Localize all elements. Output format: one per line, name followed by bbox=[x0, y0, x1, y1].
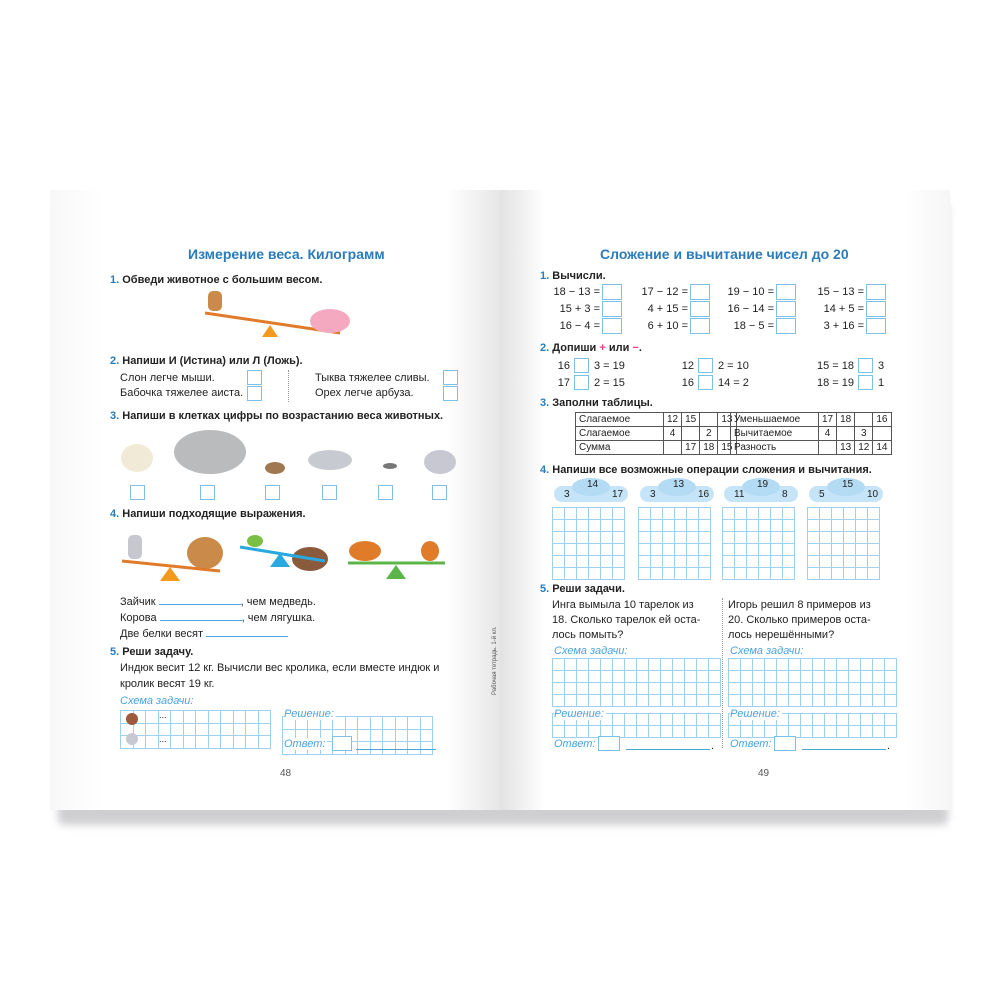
lamb-figure bbox=[121, 444, 153, 472]
problem-a bbox=[552, 598, 700, 643]
subtraction-table bbox=[730, 412, 892, 455]
table-cell: 14 bbox=[873, 441, 891, 455]
task-number: 3. bbox=[110, 410, 120, 422]
open-workbook bbox=[50, 190, 950, 820]
operator-box[interactable] bbox=[574, 375, 589, 390]
task-number: 1. bbox=[110, 274, 120, 286]
task-number: 1. bbox=[540, 270, 550, 282]
operator-box[interactable] bbox=[858, 358, 873, 373]
row-header: Уменьшаемое bbox=[731, 413, 819, 427]
answer-box[interactable] bbox=[866, 284, 886, 300]
task-number: 5. bbox=[540, 583, 550, 595]
rabbit-figure bbox=[128, 535, 142, 559]
order-box[interactable] bbox=[130, 485, 145, 500]
table-row bbox=[576, 427, 737, 441]
operation-right: 2 = 10 bbox=[718, 360, 749, 372]
number-cloud bbox=[636, 478, 718, 504]
statement-1: Слон легче мыши. bbox=[120, 372, 215, 384]
table-cell[interactable] bbox=[700, 413, 718, 427]
row-header: Вычитаемое bbox=[731, 427, 819, 441]
operation-left: 16 bbox=[557, 360, 570, 372]
task-5-heading bbox=[540, 583, 625, 595]
operator-box[interactable] bbox=[858, 375, 873, 390]
expression-line-3 bbox=[120, 628, 288, 640]
page-title-left: Измерение веса. Килограмм bbox=[188, 246, 385, 262]
cloud-part: 16 bbox=[698, 489, 710, 500]
equation-text: 15 + 3 = bbox=[559, 303, 600, 315]
answer-box[interactable] bbox=[866, 301, 886, 317]
frog-figure bbox=[247, 535, 263, 547]
cloud-part: 10 bbox=[867, 489, 879, 500]
problem-b-line: лось нерешёнными? bbox=[728, 629, 835, 641]
order-box[interactable] bbox=[200, 485, 215, 500]
answer-box[interactable] bbox=[598, 736, 620, 751]
answer-box[interactable] bbox=[602, 318, 622, 334]
problem-text-line-2: кролик весят 19 кг. bbox=[120, 678, 215, 690]
operation-right: 14 = 2 bbox=[718, 377, 749, 389]
equation-text: 3 + 16 = bbox=[823, 320, 864, 332]
expression-object: , чем лягушка. bbox=[241, 612, 316, 624]
row-header: Слагаемое bbox=[576, 427, 664, 441]
row-header: Разность bbox=[731, 441, 819, 455]
operation-right: 1 bbox=[878, 377, 885, 389]
answer-box[interactable] bbox=[690, 318, 710, 334]
table-cell: 12 bbox=[855, 441, 873, 455]
answer-period: . bbox=[887, 740, 891, 752]
task-5-heading bbox=[110, 646, 193, 658]
answer-label: Ответ: bbox=[554, 738, 596, 750]
squirrel-figure bbox=[421, 541, 439, 561]
cloud-sum: 19 bbox=[757, 479, 769, 490]
task-text: Вычисли. bbox=[552, 270, 606, 282]
column-divider bbox=[722, 598, 723, 748]
task-text: Напиши все возможные операции сложения и вычитания. bbox=[552, 464, 872, 476]
page-number-left: 48 bbox=[280, 768, 292, 779]
table-cell: 17 bbox=[819, 413, 837, 427]
equation-text: 16 − 4 = bbox=[559, 320, 600, 332]
cloud-part: 11 bbox=[734, 489, 745, 500]
balance-illustrations bbox=[120, 525, 460, 587]
solution-label: Решение: bbox=[554, 708, 604, 720]
task-4-heading bbox=[110, 508, 306, 520]
problem-a-line: лось помыть? bbox=[552, 629, 624, 641]
cloud-part: 3 bbox=[650, 489, 656, 500]
cloud-sum: 13 bbox=[673, 479, 685, 490]
order-box[interactable] bbox=[322, 485, 337, 500]
operator-box[interactable] bbox=[574, 358, 589, 373]
answer-box[interactable] bbox=[776, 318, 796, 334]
table-cell: 3 bbox=[855, 427, 873, 441]
task-period: . bbox=[638, 342, 642, 354]
bear-figure bbox=[187, 537, 223, 569]
table-cell: 15 bbox=[682, 413, 700, 427]
task-text: Допиши bbox=[552, 342, 597, 354]
task-2-heading bbox=[540, 342, 642, 354]
table-cell: 12 bbox=[664, 413, 682, 427]
operation-right: 3 = 19 bbox=[594, 360, 625, 372]
blank-line[interactable] bbox=[160, 612, 242, 621]
solution-label: Решение: bbox=[730, 708, 780, 720]
page-title-right: Сложение и вычитание чисел до 20 bbox=[600, 246, 849, 262]
pig-figure bbox=[310, 309, 350, 333]
expression-subject: Две белки весят bbox=[120, 628, 204, 640]
table-cell: 18 bbox=[837, 413, 855, 427]
problem-b-line: Игорь решил 8 примеров из bbox=[728, 599, 871, 611]
table-cell: 13 bbox=[837, 441, 855, 455]
task-text: Напиши подходящие выражения. bbox=[122, 508, 306, 520]
answer-box[interactable] bbox=[690, 301, 710, 317]
table-cell[interactable] bbox=[664, 441, 682, 455]
row-header: Сумма bbox=[576, 441, 664, 455]
elephant-figure bbox=[174, 430, 246, 474]
table-cell[interactable] bbox=[837, 427, 855, 441]
order-box[interactable] bbox=[378, 485, 393, 500]
table-row bbox=[576, 441, 737, 455]
blank-line[interactable] bbox=[159, 596, 241, 605]
cloud-part: 3 bbox=[564, 489, 570, 500]
operations-grid[interactable] bbox=[807, 507, 880, 580]
equation-text: 6 + 10 = bbox=[647, 320, 688, 332]
expression-line-1 bbox=[120, 596, 316, 608]
operations-grid[interactable] bbox=[638, 507, 711, 580]
table-cell: 17 bbox=[682, 441, 700, 455]
answer-box[interactable] bbox=[776, 284, 796, 300]
cloud-part: 5 bbox=[819, 489, 825, 500]
equation-text: 18 − 13 = bbox=[553, 286, 600, 298]
answer-box[interactable] bbox=[247, 370, 262, 385]
number-cloud bbox=[550, 478, 632, 504]
problem-a-line: 18. Сколько тарелок ей оста- bbox=[552, 614, 701, 626]
operation-right: 3 bbox=[878, 360, 885, 372]
scheme-icons bbox=[122, 711, 144, 747]
row-header: Слагаемое bbox=[576, 413, 664, 427]
answer-box[interactable] bbox=[602, 284, 622, 300]
statement-2: Бабочка тяжелее аиста. bbox=[120, 387, 244, 399]
problem-text-line-1: Индюк весит 12 кг. Вычисли вес кролика, если вместе индюк и bbox=[120, 662, 440, 674]
table-cell: 18 bbox=[700, 441, 718, 455]
task-4-heading bbox=[540, 464, 872, 476]
seesaw-fulcrum bbox=[262, 325, 278, 337]
table-cell[interactable] bbox=[682, 427, 700, 441]
task-number: 5. bbox=[110, 646, 120, 658]
cloud-sum: 14 bbox=[587, 479, 599, 490]
answer-box[interactable] bbox=[443, 370, 458, 385]
answer-box[interactable] bbox=[602, 301, 622, 317]
answer-label: Ответ: bbox=[730, 738, 772, 750]
operator-box[interactable] bbox=[698, 375, 713, 390]
scheme-dots: ... bbox=[159, 710, 167, 720]
task-3-heading bbox=[540, 397, 653, 409]
equation-text: 16 − 14 = bbox=[727, 303, 774, 315]
page-number-right: 49 bbox=[758, 768, 770, 779]
scheme-label: Схема задачи: bbox=[120, 695, 194, 707]
turkey-icon bbox=[126, 713, 138, 725]
seesaw-illustration bbox=[200, 285, 360, 347]
table-cell[interactable] bbox=[819, 441, 837, 455]
task-text: Реши задачу. bbox=[122, 646, 194, 658]
table-row bbox=[731, 427, 892, 441]
problem-b bbox=[728, 598, 871, 643]
operations-grid[interactable] bbox=[722, 507, 795, 580]
answer-box[interactable] bbox=[443, 386, 458, 401]
task-number: 4. bbox=[110, 508, 120, 520]
solution-label: Решение: bbox=[284, 708, 334, 720]
orange-fulcrum bbox=[160, 567, 180, 581]
squirrels-figure bbox=[349, 541, 381, 561]
answer-box[interactable] bbox=[332, 736, 352, 751]
table-cell: 15 bbox=[718, 441, 736, 455]
answer-box[interactable] bbox=[776, 301, 796, 317]
answer-box[interactable] bbox=[690, 284, 710, 300]
cloud-part: 17 bbox=[612, 489, 624, 500]
expression-subject: Корова bbox=[120, 612, 157, 624]
equation-text: 14 + 5 = bbox=[823, 303, 864, 315]
operations-grid[interactable] bbox=[552, 507, 625, 580]
table-cell[interactable] bbox=[873, 427, 891, 441]
answer-line[interactable] bbox=[356, 741, 436, 750]
statement-4: Орех легче арбуза. bbox=[315, 387, 414, 399]
answer-box[interactable] bbox=[247, 386, 262, 401]
task-3-heading bbox=[110, 410, 443, 422]
table-cell: 13 bbox=[718, 413, 736, 427]
bear-figure bbox=[208, 291, 222, 311]
minus-sign: − bbox=[632, 342, 639, 354]
task-text: Реши задачи. bbox=[552, 583, 625, 595]
task-text: Обведи животное с большим весом. bbox=[122, 274, 323, 286]
statement-3: Тыква тяжелее сливы. bbox=[315, 372, 430, 384]
expression-line-2 bbox=[120, 612, 315, 624]
operation-left: 17 bbox=[557, 377, 570, 389]
table-cell[interactable] bbox=[855, 413, 873, 427]
left-page bbox=[50, 190, 500, 810]
blank-line[interactable] bbox=[206, 628, 288, 637]
task-number: 2. bbox=[110, 355, 120, 367]
equation-text: 4 + 15 = bbox=[647, 303, 688, 315]
scheme-dots: ... bbox=[159, 734, 167, 744]
equation-text: 17 − 12 = bbox=[641, 286, 688, 298]
right-page bbox=[500, 190, 950, 810]
equation-text: 15 − 13 = bbox=[817, 286, 864, 298]
spine-caption: Рабочая тетрадь. 1-й кл. bbox=[492, 626, 498, 695]
scheme-label: Схема задачи: bbox=[554, 645, 628, 657]
task-text: Напиши И (Истина) или Л (Ложь). bbox=[122, 355, 303, 367]
table-row bbox=[576, 413, 737, 427]
plus-sign: + bbox=[599, 342, 606, 354]
scheme-grid[interactable] bbox=[552, 658, 721, 707]
scheme-grid[interactable] bbox=[728, 658, 897, 707]
table-row bbox=[731, 441, 892, 455]
cloud-part: 8 bbox=[782, 489, 788, 500]
answer-label: Ответ: bbox=[284, 738, 326, 750]
task-text: Заполни таблицы. bbox=[552, 397, 653, 409]
operation-left: 18 = 19 bbox=[816, 377, 854, 389]
task-2-heading bbox=[110, 355, 303, 367]
addition-table bbox=[575, 412, 737, 455]
problem-a-line: Инга вымыла 10 тарелок из bbox=[552, 599, 694, 611]
operation-left: 16 bbox=[681, 377, 694, 389]
answer-line[interactable] bbox=[802, 741, 886, 750]
expression-object: , чем медведь. bbox=[240, 596, 316, 608]
cloud-sum: 15 bbox=[842, 479, 854, 490]
order-box[interactable] bbox=[265, 485, 280, 500]
task-number: 2. bbox=[540, 342, 550, 354]
equation-text: 19 − 10 = bbox=[727, 286, 774, 298]
task-1-heading bbox=[540, 270, 606, 282]
table-cell: 4 bbox=[819, 427, 837, 441]
mosquito-figure bbox=[383, 463, 397, 469]
answer-box[interactable] bbox=[774, 736, 796, 751]
number-cloud bbox=[805, 478, 887, 504]
task-text: Напиши в клетках цифры по возрастанию веса животных. bbox=[122, 410, 444, 422]
task-number: 3. bbox=[540, 397, 550, 409]
sparrow-figure bbox=[265, 462, 285, 474]
problem-b-line: 20. Сколько примеров оста- bbox=[728, 614, 871, 626]
task-text: или bbox=[608, 342, 630, 354]
green-fulcrum bbox=[386, 565, 406, 579]
answer-box[interactable] bbox=[866, 318, 886, 334]
table-cell: 2 bbox=[700, 427, 718, 441]
table-cell: 4 bbox=[664, 427, 682, 441]
column-divider bbox=[288, 370, 289, 402]
operator-box[interactable] bbox=[698, 358, 713, 373]
operation-left: 12 bbox=[681, 360, 694, 372]
rabbit-figure bbox=[424, 450, 456, 474]
operation-left: 15 = 18 bbox=[816, 360, 854, 372]
operation-right: 2 = 15 bbox=[594, 377, 625, 389]
animals-row bbox=[115, 428, 465, 480]
task-number: 4. bbox=[540, 464, 550, 476]
rabbit-icon bbox=[126, 733, 138, 745]
number-cloud bbox=[720, 478, 802, 504]
answer-period: . bbox=[711, 740, 715, 752]
table-cell: 16 bbox=[873, 413, 891, 427]
table-row bbox=[731, 413, 892, 427]
expression-subject: Зайчик bbox=[120, 596, 156, 608]
order-box[interactable] bbox=[432, 485, 447, 500]
scheme-label: Схема задачи: bbox=[730, 645, 804, 657]
answer-line[interactable] bbox=[626, 741, 710, 750]
goose-figure bbox=[308, 450, 352, 470]
equation-text: 18 − 5 = bbox=[733, 320, 774, 332]
